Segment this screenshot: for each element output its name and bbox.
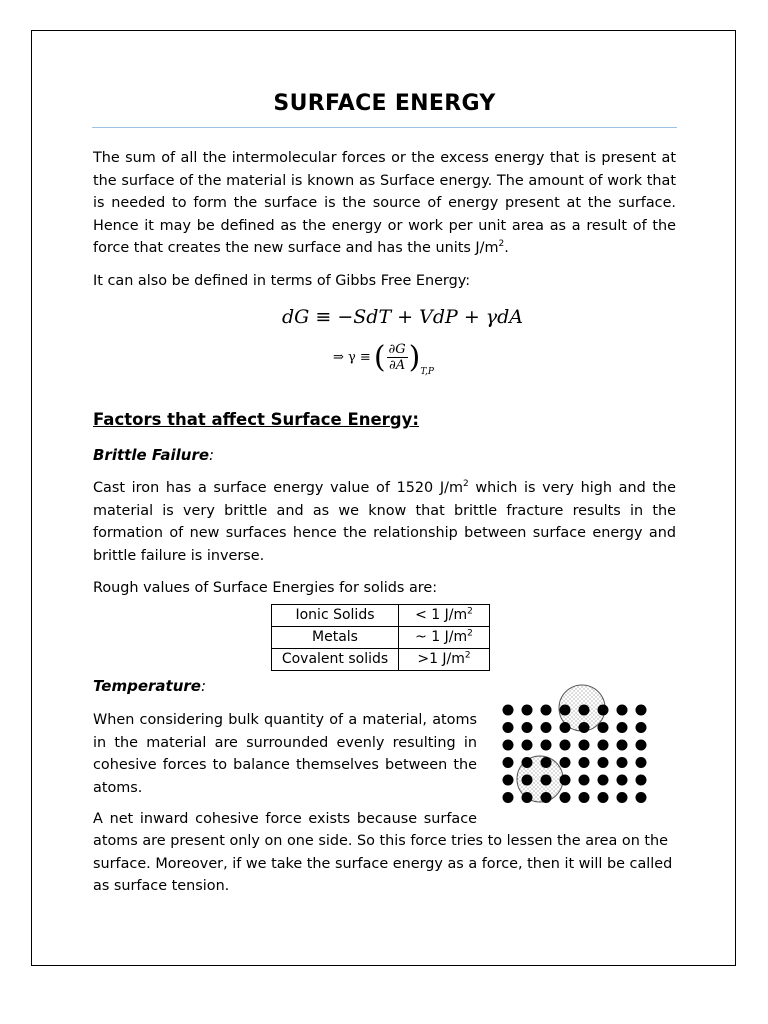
atom-dot — [636, 792, 647, 803]
atom-dot — [503, 740, 514, 751]
brittle-failure-heading — [93, 446, 214, 464]
atom-dot — [617, 792, 628, 803]
atom-dot — [636, 705, 647, 716]
atom-dot — [560, 705, 571, 716]
atom-dot — [522, 705, 533, 716]
temperature-paragraph-1: When considering bulk quantity of a material, atoms in the material are surrounded evenly resulting in cohesive forces to balance themselves between the atoms. — [93, 712, 477, 796]
equation-subscript: T,P — [420, 366, 434, 377]
atom-dot — [598, 792, 609, 803]
solid-type-cell: Ionic Solids — [272, 605, 399, 627]
solid-type-cell: Metals — [272, 627, 399, 649]
atom-dot — [636, 775, 647, 786]
solid-type-cell: Covalent solids — [272, 649, 399, 671]
atom-dot — [541, 757, 552, 768]
atom-dot — [522, 775, 533, 786]
right-paren: ) — [408, 339, 421, 375]
atom-dot — [560, 722, 571, 733]
atom-dot — [617, 775, 628, 786]
atom-dot — [579, 792, 590, 803]
atom-dot — [579, 740, 590, 751]
temperature-heading-colon: : — [200, 677, 207, 695]
atom-dot — [503, 792, 514, 803]
factors-heading: Factors that affect Surface Energy: — [93, 410, 419, 429]
atom-dot — [579, 757, 590, 768]
atom-dot — [598, 705, 609, 716]
energy-value-superscript: 2 — [467, 606, 473, 617]
atom-dot — [579, 775, 590, 786]
surface-energy-table — [271, 604, 490, 671]
atom-dot — [541, 722, 552, 733]
atom-dot — [541, 740, 552, 751]
fraction-denominator: ∂A — [389, 358, 406, 373]
energy-value-superscript: 2 — [464, 650, 471, 661]
atom-dot — [617, 722, 628, 733]
atom-dot — [579, 722, 590, 733]
atom-dot — [579, 705, 590, 716]
intro-paragraph — [93, 147, 676, 260]
atom-dot — [503, 722, 514, 733]
atom-dot — [560, 740, 571, 751]
atom-dot — [522, 757, 533, 768]
gibbs-intro: It can also be defined in terms of Gibbs Free Energy: — [93, 273, 471, 289]
energy-value-text: >1 J/m — [417, 651, 465, 667]
brittle-heading-text: Brittle Failure — [93, 446, 210, 464]
atom-dot — [560, 757, 571, 768]
atom-dot — [522, 740, 533, 751]
atom-dot — [636, 722, 647, 733]
atom-dot — [541, 775, 552, 786]
table-row — [272, 649, 490, 671]
energy-value-cell — [399, 649, 490, 671]
fraction-numerator: ∂G — [388, 342, 406, 357]
atom-dot — [617, 705, 628, 716]
atom-dot — [598, 757, 609, 768]
atom-lattice-diagram — [495, 680, 665, 820]
brittle-text-before: Cast iron has a surface energy value of 1520 J/m — [93, 480, 463, 496]
energy-value-cell — [399, 627, 490, 649]
intro-text: The sum of all the intermolecular forces or the excess energy that is present at the surface of the material is known as Surface energy. The amount of work that is needed to form the surface is the source of energy present at the surface. Hence it may be defined as the energy or work per unit area as a result of the force that creates the new surface and has the units J/m — [93, 150, 676, 256]
atom-dot — [598, 740, 609, 751]
atom-dot — [617, 740, 628, 751]
brittle-superscript: 2 — [463, 479, 469, 490]
atom-dot — [617, 757, 628, 768]
brittle-heading-colon: : — [209, 446, 215, 464]
temperature-paragraph-2-rest: atoms are present only on one side. So this force tries to lessen the area on the surface. Moreover, if we take the surface energy as a force, then it will be called as surface tension. — [93, 833, 673, 894]
atom-dot — [598, 722, 609, 733]
atom-dot — [503, 757, 514, 768]
atom-dot — [503, 775, 514, 786]
atom-dot — [503, 705, 514, 716]
atom-dot — [541, 792, 552, 803]
partial-fraction — [387, 342, 408, 373]
rough-values-intro: Rough values of Surface Energies for solids are: — [93, 580, 438, 596]
surface-energy-equation — [333, 339, 434, 377]
energy-value-cell — [399, 605, 490, 627]
gibbs-equation: dG ≡ −SdT + VdP + γdA — [282, 306, 524, 328]
atom-dot — [522, 722, 533, 733]
brittle-text-after: which is very high and the material is very brittle and as we know that brittle fracture results in the formation of new surfaces hence the relationship between surface energy and brittle failure is inverse. — [93, 480, 676, 564]
energy-value-superscript: 2 — [467, 628, 473, 639]
atom-dot — [541, 705, 552, 716]
temperature-paragraph-2-first-line: A net inward cohesive force exists because surface — [93, 811, 477, 827]
table-row — [272, 605, 490, 627]
brittle-paragraph — [93, 477, 676, 567]
page-title: SURFACE ENERGY — [273, 91, 496, 116]
atom-dot — [636, 757, 647, 768]
temperature-heading-text: Temperature — [93, 677, 201, 695]
energy-value-text: < 1 J/m — [415, 607, 468, 623]
energy-value-text: ~ 1 J/m — [415, 629, 468, 645]
title-underline — [92, 127, 677, 128]
atom-dot — [560, 792, 571, 803]
left-paren: ( — [373, 339, 386, 375]
atom-dot — [522, 792, 533, 803]
equation-lhs: ⇒ γ ≡ — [333, 350, 371, 365]
atom-dot — [636, 740, 647, 751]
intro-end: . — [504, 240, 509, 256]
atom-dot — [598, 775, 609, 786]
table-row — [272, 627, 490, 649]
atom-dot — [560, 775, 571, 786]
temperature-heading — [93, 677, 206, 695]
intro-units-superscript: 2 — [498, 239, 505, 250]
